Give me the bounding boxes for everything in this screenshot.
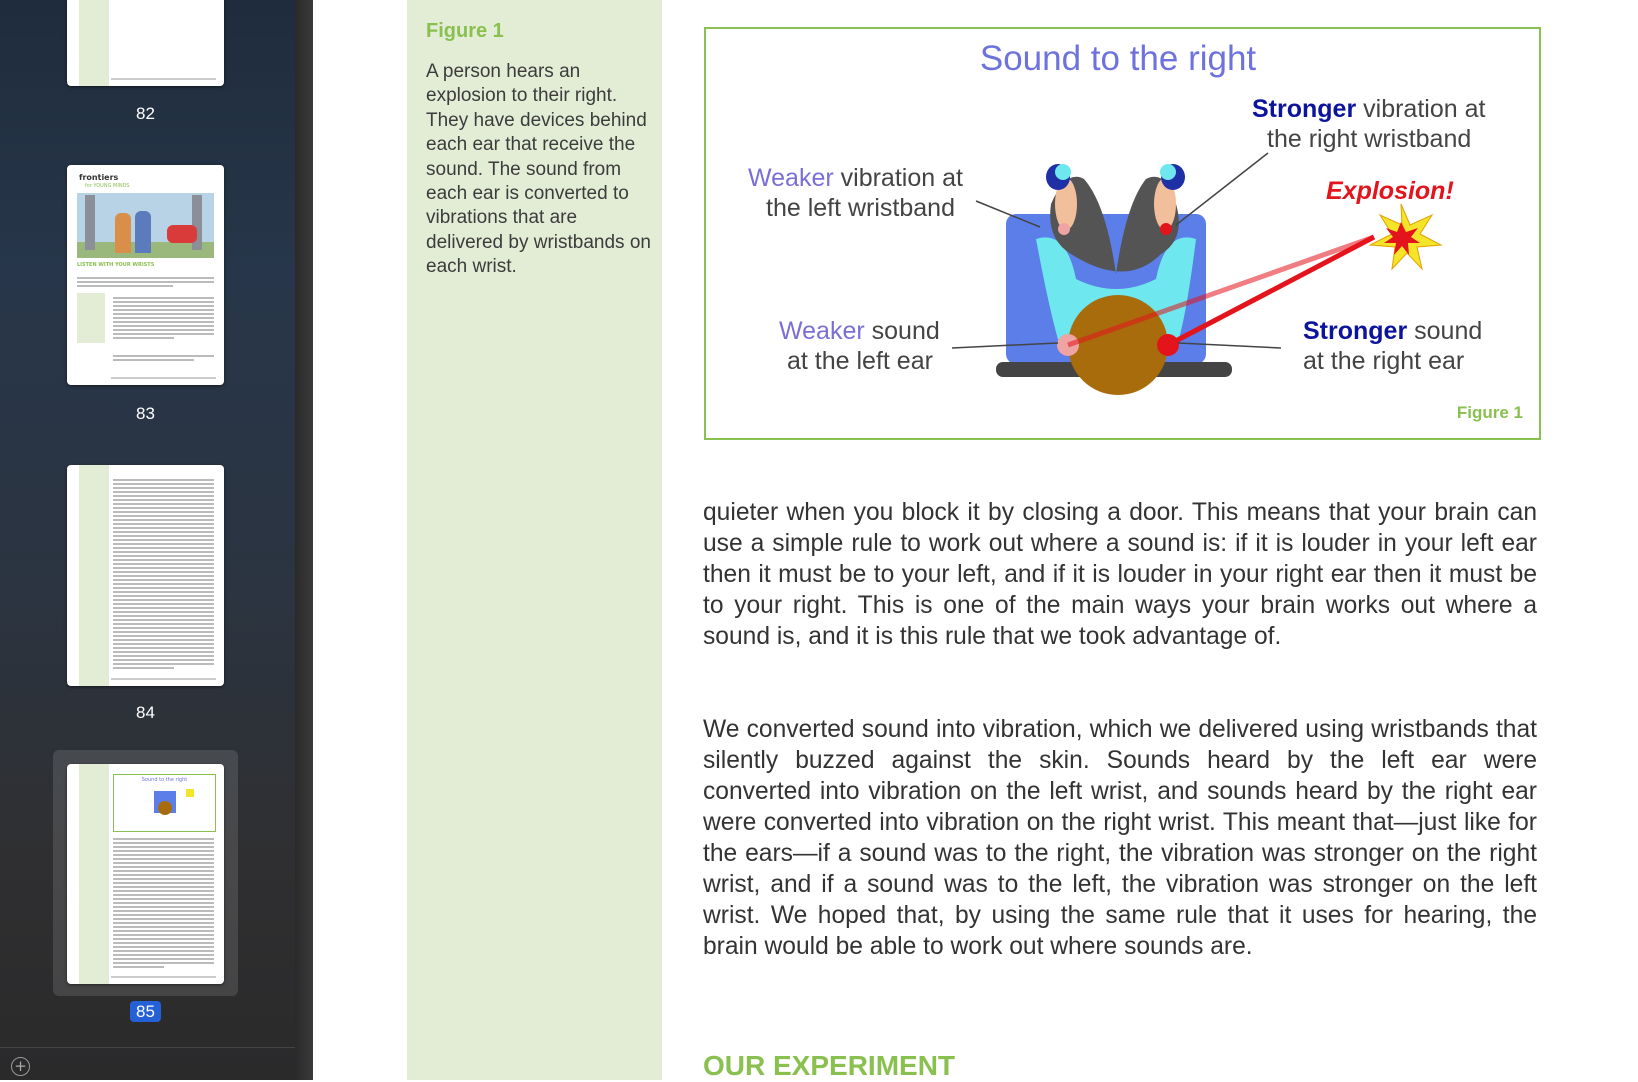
label-stronger-vibration-line2: the right wristband	[1267, 125, 1472, 153]
label-stronger-sound-line1: sound	[1414, 317, 1483, 345]
label-stronger-vibration-bold: Stronger	[1252, 95, 1357, 123]
figure-caption-text: A person hears an explosion to their right. They have devices behind each ear that receive the sound. The sound from each ear is converted to vibrations that are delivered by wristbands on each wrist.	[426, 61, 651, 278]
label-weaker-sound-line1: sound	[871, 317, 940, 345]
page-number-82: 82	[136, 104, 155, 123]
page-number-83: 83	[136, 404, 155, 423]
page-thumbnail-84[interactable]	[67, 465, 224, 686]
label-weaker-vibration-line2: the left wristband	[766, 194, 955, 222]
page-thumbnail-82[interactable]	[67, 0, 224, 86]
svg-text:Weaker sound	[779, 317, 940, 345]
left-wristband	[1058, 223, 1070, 235]
thumb-subbrand: for YOUNG MINDS	[85, 183, 130, 189]
label-weaker-vibration-line1: vibration at	[840, 164, 963, 192]
svg-text:Stronger vibration at	[1252, 95, 1485, 123]
figure-title: Sound to the right	[979, 39, 1257, 78]
page-thumbnail-85[interactable]	[67, 764, 224, 984]
svg-text:Stronger sound	[1303, 317, 1482, 345]
figure-caption-title: Figure 1	[426, 20, 504, 42]
body-paragraph-2: We converted sound into vibration, which we delivered using wristbands that silently buzzed against the skin. Sounds heard by the left ear were converted into vibration on the left wrist, and sounds heard by the right ear were converted into vibration on the right wrist. This meant that—just like for the ears—if a sound was to the right, the vibration was stronger on the right wrist, and if a sound was to the left, the vibration was stronger on the left wrist. We hoped that, by using the same rule that it uses for hearing, the brain would be able to work out where sounds are.	[703, 716, 1537, 960]
thumb-figure: Sound to the right	[113, 774, 216, 832]
sidebar-divider[interactable]	[295, 0, 313, 1080]
thumb-headline: LISTEN WITH YOUR WRISTS	[77, 262, 155, 268]
head	[1068, 295, 1168, 395]
page-thumbnail-83[interactable]	[67, 165, 224, 385]
label-stronger-sound-bold: Stronger	[1303, 317, 1408, 345]
figure-1	[704, 27, 1541, 440]
label-explosion: Explosion!	[1326, 177, 1454, 205]
page-number-85: 85	[67, 1002, 224, 1022]
thumbnail-sidebar	[0, 0, 296, 1080]
label-weaker-sound-line2: at the left ear	[787, 347, 933, 375]
thumb-illustration	[77, 193, 214, 258]
svg-text:Weaker vibration at	[748, 164, 963, 192]
body-paragraph-1: quieter when you block it by closing a door. This means that your brain can use a simple rule to work out where a sound is: if it is louder in your left ear then it must be to your left, and if it is louder in your right ear then it must be to your right. This is one of the main ways your brain works out where a sound is, and it is this rule that we took advantage of.	[703, 499, 1537, 650]
label-stronger-sound-line2: at the right ear	[1303, 347, 1465, 375]
figure-corner-label: Figure 1	[1456, 403, 1523, 422]
page-number-84: 84	[136, 703, 155, 722]
section-heading: OUR EXPERIMENT	[703, 1050, 956, 1081]
sidebar-bottom-bar	[0, 1047, 295, 1080]
label-stronger-vibration-line1: vibration at	[1363, 95, 1486, 123]
add-icon[interactable]: +	[11, 1057, 30, 1076]
label-weaker-vibration-bold: Weaker	[748, 164, 834, 192]
label-weaker-sound-bold: Weaker	[779, 317, 865, 345]
document-page	[313, 0, 1638, 1080]
thumb-brand: frontiers	[79, 173, 119, 182]
right-wristband	[1160, 223, 1172, 235]
